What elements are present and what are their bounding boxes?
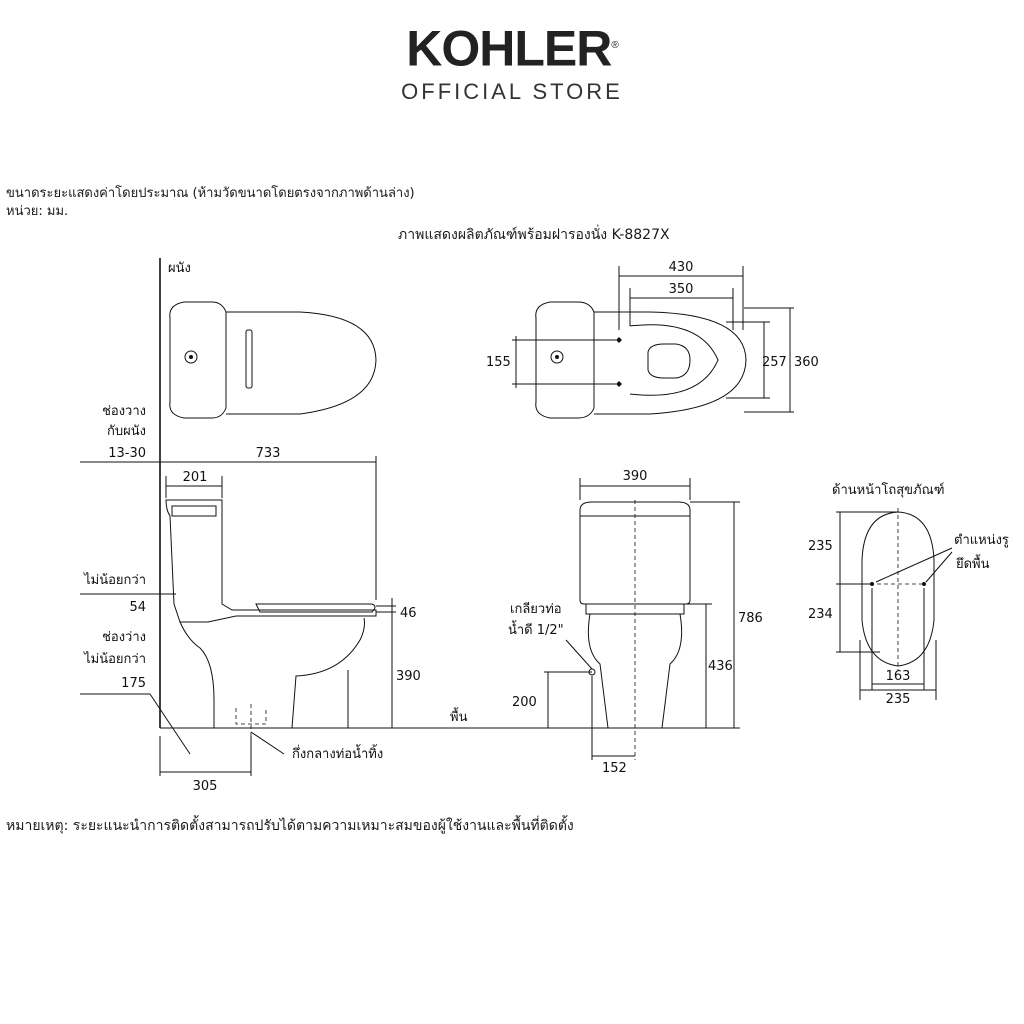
wall-gap-label-line1: ช่องวาง <box>102 404 146 419</box>
hole-leader-right <box>926 552 952 582</box>
dim-front-786: 786 <box>738 611 763 626</box>
tank-top-outline-2 <box>536 302 594 418</box>
top-view-left <box>160 258 376 728</box>
seat-hinge-bar <box>246 330 252 388</box>
floor-hole-right <box>922 582 926 586</box>
disclaimer-note: ขนาดระยะแสดงค่าโดยประมาณ (ห้ามวัดขนาดโดยตรงจากภาพด้านล่าง) <box>6 186 415 201</box>
dim-top-155: 155 <box>486 355 511 370</box>
fixing-hole-lower <box>616 381 622 387</box>
drain-center-label: กึ่งกลางท่อน้ำทิ้ง <box>292 747 384 762</box>
side-view <box>80 261 740 794</box>
floor-label: พื้น <box>450 710 468 725</box>
dim-base-163: 163 <box>885 669 911 684</box>
dim-side-201: 201 <box>182 470 208 485</box>
hole-position-label-line1: ตำแหน่งรู <box>954 533 1009 548</box>
dim-side-305: 305 <box>192 779 218 794</box>
dim-top-360: 360 <box>794 355 819 370</box>
dim-top-257: 257 <box>762 355 787 370</box>
wall-gap-label-line2: กับผนัง <box>107 424 146 439</box>
front-view-label: ด้านหน้าโถสุขภัณฑ์ <box>832 483 945 498</box>
drain-leader-line <box>251 732 284 754</box>
min-label-line1: ไม่น้อยกว่า <box>84 573 146 588</box>
dim-base-235-bottom: 235 <box>885 692 911 707</box>
bowl-opening-outline <box>648 344 690 378</box>
floor-hole-left <box>870 582 874 586</box>
dim-front-436: 436 <box>708 659 733 674</box>
dim-side-390: 390 <box>396 669 421 684</box>
pipe-thread-label-line1: เกลียวท่อ <box>510 602 562 617</box>
bowl-side-outline <box>180 618 365 728</box>
base-view <box>808 482 1009 707</box>
bowl-rim-outline <box>594 312 746 414</box>
seat-side-outline <box>256 604 375 612</box>
clearance-leader-diag <box>150 694 190 754</box>
clearance-value: 175 <box>121 676 146 691</box>
fixing-hole-upper <box>616 337 622 343</box>
pipe-leader-line <box>566 640 592 669</box>
unit-note: หน่วย: มม. <box>6 204 69 219</box>
clearance-label-line2: ไม่น้อยกว่า <box>84 652 146 667</box>
front-view <box>508 469 763 776</box>
brand-logo-kohler: KOHLER® <box>406 20 618 77</box>
dim-base-234: 234 <box>808 607 833 622</box>
footer-note: หมายเหตุ: ระยะแนะนำการติดตั้งสามารถปรับได้ตามความเหมาะสมของผู้ใช้งานและพื้นที่ติดตั้ง <box>6 818 574 834</box>
top-view-right <box>486 260 819 418</box>
min-value-54: 54 <box>129 600 146 615</box>
bowl-inner-outline <box>630 325 718 396</box>
wall-gap-value: 13-30 <box>108 446 146 461</box>
dim-front-200: 200 <box>512 695 537 710</box>
clearance-label-line1: ช่องว่าง <box>102 630 146 645</box>
dim-front-390: 390 <box>622 469 648 484</box>
dim-side-46: 46 <box>400 606 417 621</box>
drawing-title: ภาพแสดงผลิตภัณฑ์พร้อมฝารองนั่ง K-8827X <box>398 227 670 243</box>
tank-lid-button <box>172 506 216 516</box>
seat-top-outline <box>226 312 376 414</box>
wall-label: ผนัง <box>168 261 191 276</box>
dim-side-733: 733 <box>255 446 281 461</box>
pipe-thread-label-line2: น้ำดี 1/2" <box>508 623 564 638</box>
dim-top-430: 430 <box>668 260 694 275</box>
tank-top-outline <box>170 302 226 418</box>
flush-button-center-2 <box>555 355 559 359</box>
brand-subtitle: OFFICIAL STORE <box>401 78 623 104</box>
dim-base-235-top: 235 <box>808 539 833 554</box>
dim-front-152: 152 <box>602 761 627 776</box>
hole-position-label-line2: ยึดพื้น <box>956 557 990 572</box>
dim-top-350: 350 <box>668 282 694 297</box>
flush-button-center <box>189 355 193 359</box>
